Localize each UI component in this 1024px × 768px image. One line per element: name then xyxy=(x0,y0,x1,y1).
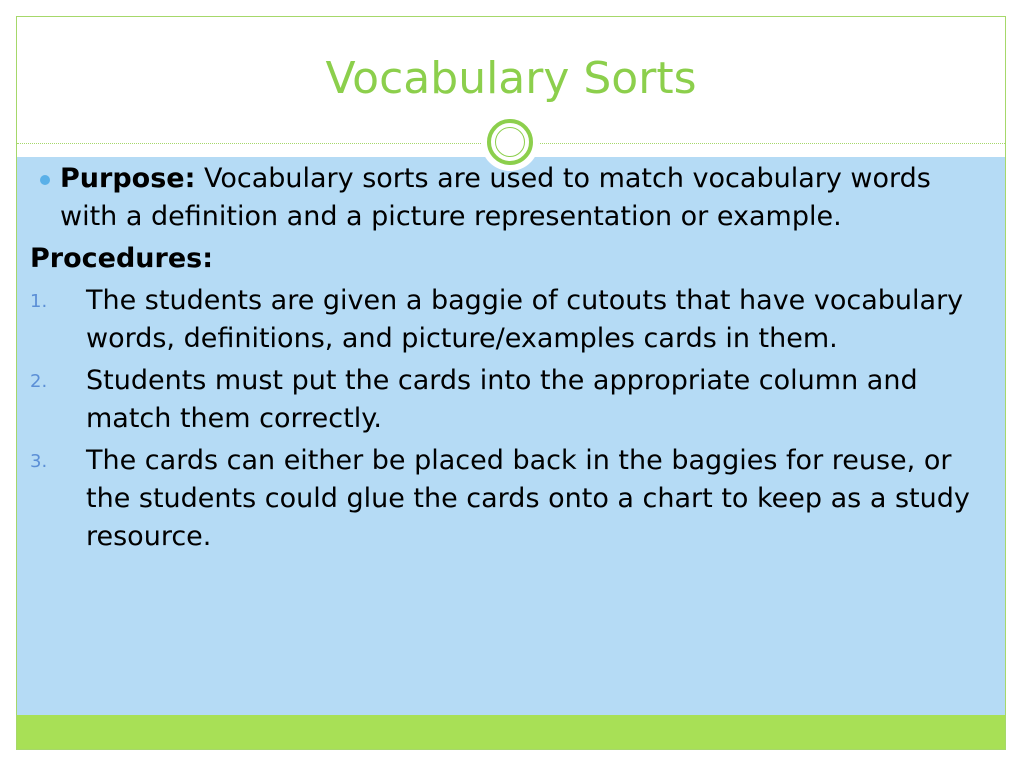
purpose-text: Vocabulary sorts are used to match vocabulary words with a definition and a picture representation or example. xyxy=(60,163,931,232)
slide-title: Vocabulary Sorts xyxy=(325,53,697,104)
procedure-item xyxy=(30,362,970,438)
procedure-number: 2. xyxy=(30,371,48,392)
procedures-heading: Procedures: xyxy=(30,243,214,274)
procedure-text: The students are given a baggie of cutouts that have vocabulary words, definitions, and picture/examples cards in them. xyxy=(86,285,964,354)
purpose-bullet xyxy=(30,160,970,236)
purpose-label: Purpose: xyxy=(60,163,196,194)
bottom-accent-bar xyxy=(17,715,1005,749)
procedure-number: 1. xyxy=(30,291,48,312)
procedure-number: 3. xyxy=(30,451,48,472)
procedure-item xyxy=(30,442,970,556)
slide-content xyxy=(30,160,970,560)
ornament-inner-ring xyxy=(495,127,525,157)
bullet-dot-icon xyxy=(40,175,50,185)
procedure-text: Students must put the cards into the appropriate column and match them correctly. xyxy=(86,365,918,434)
procedure-text: The cards can either be placed back in the baggies for reuse, or the students could glue the cards onto a chart to keep as a study resource. xyxy=(86,445,970,552)
procedure-item xyxy=(30,282,970,358)
